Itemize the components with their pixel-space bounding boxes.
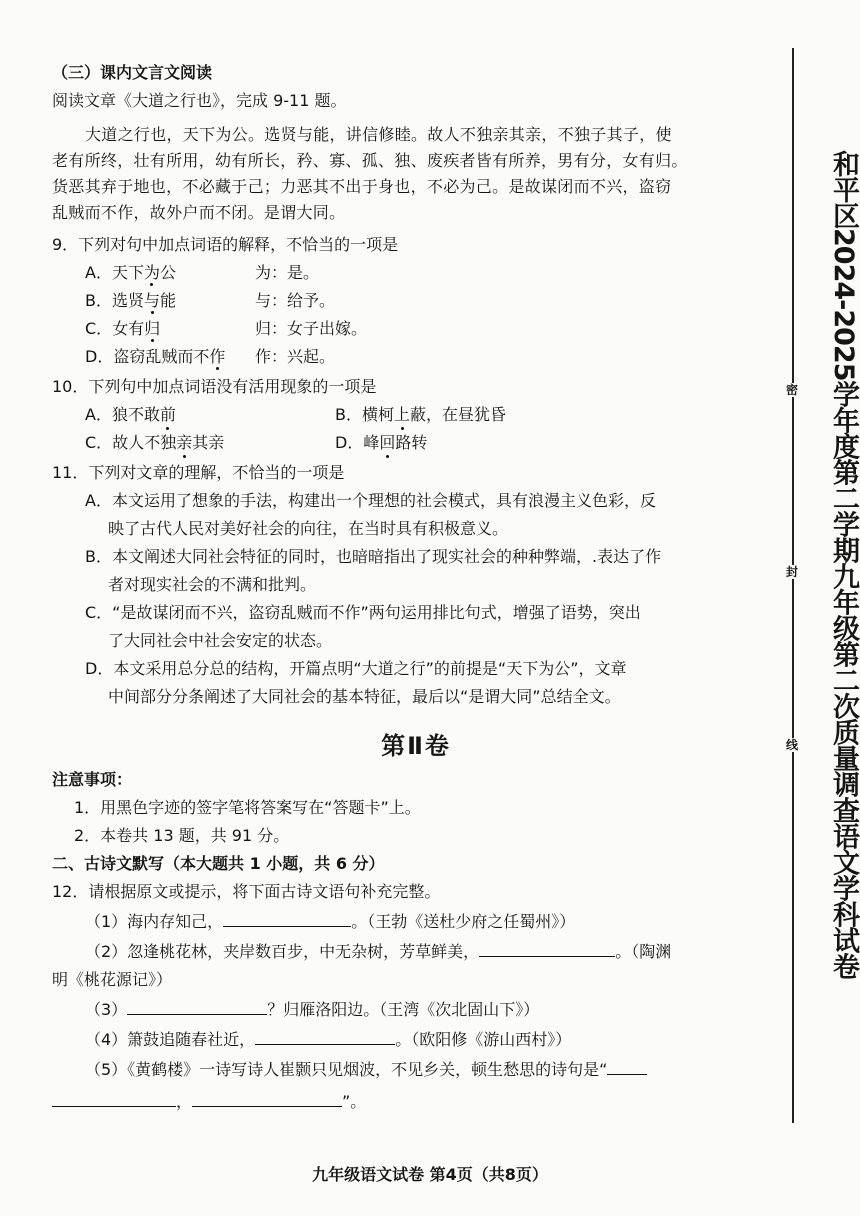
section3-heading: （三）课内文言文阅读: [52, 63, 213, 82]
margin-exam-title: 和平区2024-2025学年度第二学期九年级第二次质量调查语文学科试卷: [828, 150, 859, 979]
q11-stem: 11．下列对文章的理解，不恰当的一项是: [52, 463, 345, 482]
q10-option-d: D．峰回路转: [335, 433, 428, 452]
q9-stem: 9．下列对句中加点词语的解释，不恰当的一项是: [52, 235, 399, 254]
part2-note-1: 1．用黑色字迹的签字笔将答案写在“答题卡”上。: [74, 798, 421, 817]
q9-option-b: B．选贤与能 与：给予。: [85, 291, 336, 310]
q12-blank-5b[interactable]: [192, 1092, 342, 1107]
passage-line-4: 乱贼而不作，故外户而不闭。是谓大同。: [52, 203, 346, 222]
q10-option-c: C．故人不独亲其亲: [85, 433, 225, 452]
q12-blank-4[interactable]: [255, 1030, 395, 1045]
q12-stem: 12．请根据原文或提示，将下面古诗文语句补充完整。: [52, 882, 441, 901]
q9-d-gloss: 作：兴起。: [255, 347, 336, 366]
q11-option-d-line1: D．本文采用总分总的结构，开篇点明“大道之行”的前提是“天下为公”，文章: [85, 659, 627, 678]
q9-option-a: A．天下为公 为：是。: [85, 263, 320, 282]
part2-title: 第Ⅱ卷: [381, 732, 451, 760]
q10-option-b: B．横柯上蔽，在昼犹昏: [335, 405, 507, 424]
part2-notice-heading: 注意事项：: [52, 770, 133, 789]
q11-option-c-line2: 了大同社会中社会安定的状态。: [108, 631, 333, 650]
q11-option-b-line1: B．本文阐述大同社会特征的同时，也暗暗指出了现实社会的种种弊端，.表达了作: [85, 547, 662, 566]
q12-item-5-cont: ， ”。: [52, 1091, 780, 1113]
q11-option-b-line2: 者对现实社会的不满和批判。: [108, 575, 317, 594]
q9-option-c: C．女有归 归：女子出嫁。: [85, 319, 368, 338]
q11-option-d-line2: 中间部分分条阐述了大同社会的基本特征，最后以“是谓大同”总结全文。: [108, 687, 621, 706]
part2-note-2: 2．本卷共 13 题，共 91 分。: [74, 826, 290, 845]
section2-heading: 二、古诗文默写（本大题共 1 小题，共 6 分）: [52, 854, 385, 873]
q12-blank-5a[interactable]: [52, 1092, 176, 1107]
q10-stem: 10．下列句中加点词语没有活用现象的一项是: [52, 377, 377, 396]
q12-blank-2[interactable]: [479, 942, 615, 957]
q9-b-gloss: 与：给予。: [255, 291, 336, 310]
q10-option-a: A．狼不敢前: [85, 405, 176, 424]
passage-line-1: 大道之行也，天下为公。选贤与能，讲信修睦。故人不独亲其亲，不独子其子，使: [85, 125, 672, 144]
q9-option-d: D．盗窃乱贼而不作 作：兴起。: [85, 347, 336, 366]
page-footer: 九年级语文试卷 第4页（共8页）: [312, 1165, 548, 1184]
q12-item-5: （5）《黄鹤楼》一诗写诗人崔颢只见烟波，不见乡关，顿生愁思的诗句是“: [85, 1059, 780, 1081]
passage-line-2: 老有所终，壮有所用，幼有所长，矜、寡、孤、独、废疾者皆有所养，男有分，女有归。: [52, 151, 688, 170]
q10-row-cd: [85, 432, 780, 454]
q9-a-gloss: 为：是。: [255, 263, 320, 282]
q12-blank-5a-start[interactable]: [607, 1060, 647, 1075]
q12-blank-3[interactable]: [127, 1000, 267, 1015]
q9-c-gloss: 归：女子出嫁。: [255, 319, 368, 338]
binding-mark-xian: 线: [786, 738, 799, 752]
q11-options: [52, 490, 780, 708]
q11-option-c-line1: C．“是故谋闭而不兴，盗窃乱贼而不作”两句运用排比句式，增强了语势，突出: [85, 603, 641, 622]
q12-item-2: （2）忽逢桃花林，夹岸数百步，中无杂树，芳草鲜美， 。（陶渊: [85, 942, 672, 961]
q12-item-2-cont: 明《桃花源记》）: [52, 970, 173, 989]
q11-option-a-line2: 映了古代人民对美好社会的向往，在当时具有积极意义。: [108, 519, 509, 538]
binding-mark-mi: 密: [786, 383, 799, 397]
binding-line: [792, 48, 794, 1123]
q12-item-3: （3） ？归雁洛阳边。（王湾《次北固山下》）: [85, 1000, 540, 1019]
exam-content: [52, 62, 780, 1113]
section3-instruction: 阅读文章《大道之行也》，完成 9-11 题。: [52, 91, 347, 110]
binding-mark-feng: 封: [786, 565, 799, 579]
q11-option-a-line1: A．本文运用了想象的手法，构建出一个理想的社会模式，具有浪漫主义色彩，反: [85, 491, 656, 510]
passage-line-3: 货恶其弃于地也，不必藏于己；力恶其不出于身也，不必为己。是故谋闭而不兴，盗窃: [52, 177, 672, 196]
q10-row-ab: [85, 404, 780, 426]
classical-passage: [52, 122, 780, 226]
q12-item-1: （1）海内存知己， 。（王勃《送杜少府之任蜀州》）: [85, 912, 576, 931]
q12-blank-1[interactable]: [223, 912, 351, 927]
q12-item-4: （4）箫鼓追随春社近， 。（欧阳修《游山西村》）: [85, 1030, 572, 1049]
